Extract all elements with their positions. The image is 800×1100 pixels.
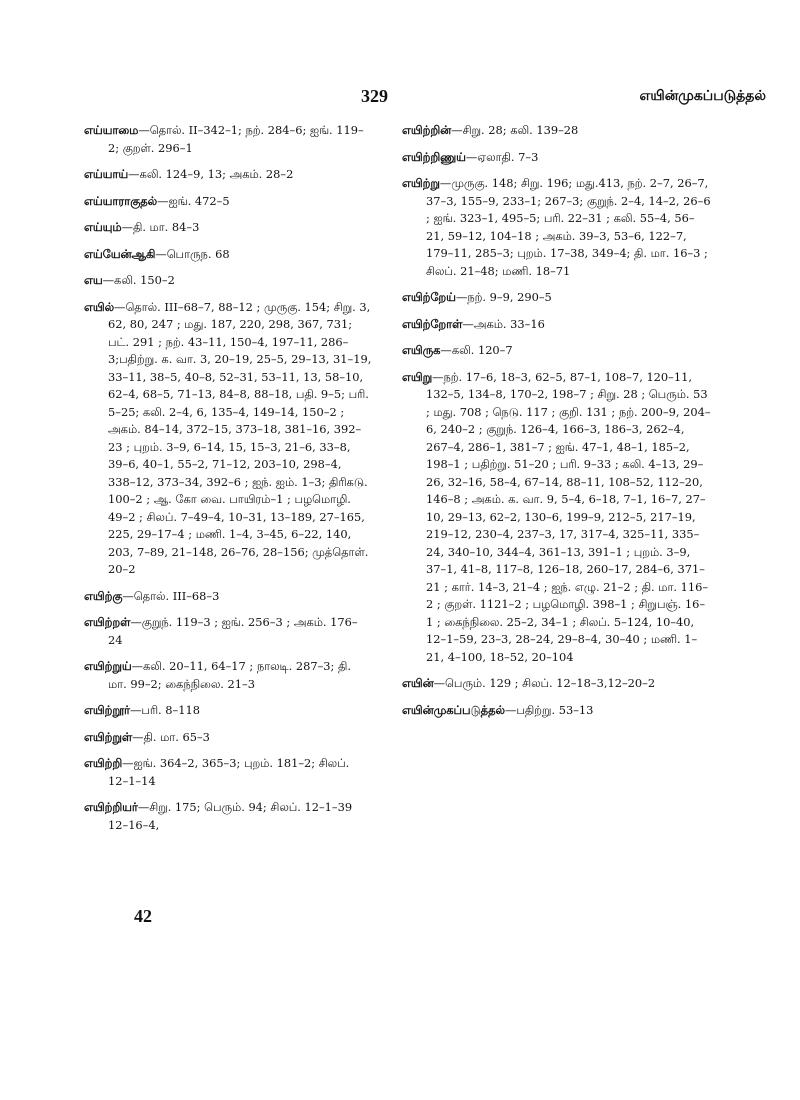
index-entry [84,166,372,184]
index-entry [84,299,372,579]
entry-references: —சிறு. 28; கலி. 139–28 [451,123,579,137]
index-entry [84,614,372,649]
right-column [402,122,712,728]
entry-references: —பரி. 8–118 [129,703,200,717]
entry-headword: எயில் [84,299,115,314]
entry-references: —பதிற்று. 53–13 [504,702,594,717]
index-entry [84,246,372,264]
entry-headword: எயிற்றள் [84,615,131,629]
signature-number: 42 [134,906,152,926]
index-entry [402,369,712,667]
entry-references: —ஐங். 364–2, 365–3; புறம். 181–2; சிலப். 12–1–14 [108,756,350,788]
index-entry [84,272,372,290]
index-entry [402,342,712,360]
entry-references: —தொல். III–68–7, 88–12 ; முருகு. 154; சிறு. 3, 62, 80, 247 ; மது. 187, 220, 298, 367, 731; பட். 291 ; நற். 43–11, 150–4, 197–11, 286–3;பதிற்று. க. வா. 3, 20–19, 25–5, 29–13, 31–19, 33–11, 38–5, 40–8, 52–31, 53–11, 13, 58–10, 62–4, 68–5, 71–13, 84–8, 88–18, பதி. 9–5; பரி. 5–25; கலி. 2–4, 6, 135–4, 149–14, 150–2 ; அகம். 84–14, 372–15, 373–18, 381–16, 392–23 ; புறம். 3–9, 6–14, 15, 15–3, 21–6, 33–8, 39–6, 40–1, 55–2, 71–12, 203–10, 298–4, 338–12, 373–34, 392–6 ; ஐந். ஐம். 1–3; திரிகடு. 100–2 ; ஆ. கோ வை. பாயிரம்–1 ; பழமொழி. 49–2 ; சிலப். 7–49–4, 10–31, 13–189, 27–165, 225, 29–17–4 ; மணி. 1–4, 3–45, 6–22, 140, 203, 7–89, 21–148, 26–76, 28–156; முத்தொள். 20–2 [108,299,372,576]
index-entry [84,122,372,157]
entry-references: —கலி. 124–9, 13; அகம். 28–2 [128,167,294,181]
entry-headword: எய [84,273,103,287]
entry-references: —தொல். III–68–3 [122,588,220,603]
index-entry [402,149,712,167]
entry-headword: எயிற்கு [84,588,123,603]
left-column [84,122,372,843]
entry-references: —தி. மா. 65–3 [132,729,210,744]
entry-headword: எய்யாராகுதல் [84,193,158,208]
index-entry [402,289,712,307]
entry-references: —பொருந. 68 [155,246,230,261]
index-entry [84,755,372,790]
index-entry [84,193,372,211]
entry-references: —கலி. 20–11, 64–17 ; நாலடி. 287–3; தி. மா. 99–2; கைந்நிலை. 21–3 [108,659,351,691]
entry-references: —சிறு. 175; பெரும். 94; சிலப். 12–1–39 12–16–4, [108,800,353,832]
entry-headword: எயின்முகப்படுத்தல் [402,702,505,717]
entry-headword: எயிற்றி [84,756,123,770]
index-entry [402,675,712,693]
entry-references: —தொல். II–342–1; நற். 284–6; ஐங். 119–2; குறள். 296–1 [108,123,364,155]
entry-headword: எயிற்றேய் [402,290,456,304]
entry-headword: எய்யாமை [84,123,139,137]
entry-headword: எயிற்றூர் [84,703,130,717]
index-entry [84,729,372,747]
entry-headword: எய்யாய் [84,167,129,181]
entry-headword: எயிறு [402,369,433,384]
entry-references: —அகம். 33–16 [462,316,545,331]
entry-references: —பெரும். 129 ; சிலப். 12–18–3,12–20–2 [433,676,656,690]
page-number: 329 [361,86,388,106]
entry-headword: எயின் [402,676,434,690]
entry-headword: எய்யும் [84,220,122,234]
entry-references: —கலி. 150–2 [102,273,175,287]
index-entry [402,702,712,720]
entry-headword: எயிற்றுள் [84,729,133,744]
entry-headword: எயிற்றின் [402,123,452,137]
entry-references: —தி. மா. 84–3 [121,220,200,234]
index-entry [84,588,372,606]
entry-headword: எயிற்றிணுய் [402,149,466,164]
index-entry [402,175,712,280]
entry-references: —முருகு. 148; சிறு. 196; மது.413, நற். 2–7, 26–7, 37–3, 155–9, 233–1; 267–3; குறுந். 2–4, 14–2, 26–6 ; ஐங். 323–1, 495–5; பரி. 22–31 ; கலி. 55–4, 56–21, 59–12, 104–18 ; அகம். 39–3, 53–6, 122–7, 179–11, 285–3; புறம். 17–38, 349–4; தி. மா. 16–3 ; சிலப். 21–48; மணி. 18–71 [426,176,711,278]
index-entry [402,122,712,140]
entry-references: —ஏலாதி. 7–3 [465,149,539,164]
entry-references: —குறுந். 119–3 ; ஐங். 256–3 ; அகம். 176–24 [108,615,358,647]
running-head: எயின்முகப்படுத்தல் [639,88,766,104]
entry-headword: எயிற்றுய் [84,659,132,673]
index-entry [84,219,372,237]
index-entry [84,702,372,720]
index-entry [84,799,372,834]
index-entry [402,316,712,334]
entry-headword: எயிற்றியர் [84,800,138,814]
entry-references: —நற். 17–6, 18–3, 62–5, 87–1, 108–7, 120–11, 132–5, 134–8, 170–2, 198–7 ; சிறு. 28 ; பெரும். 53 ; மது. 708 ; நெடு. 117 ; குறி. 131 ; நற். 200–9, 204–6, 240–2 ; குறுந். 126–4, 166–3, 186–3, 262–4, 267–4, 286–1, 381–7 ; ஐங். 47–1, 48–1, 185–2, 198–1 ; பதிற்று. 51–20 ; பரி. 9–33 ; கலி. 4–13, 29–26, 32–16, 58–4, 67–14, 88–11, 108–52, 112–20, 146–8 ; அகம். க. வா. 9, 5–4, 6–18, 7–1, 16–7, 27–10, 29–13, 62–2, 130–6, 199–9, 212–5, 217–19, 219–12, 230–4, 237–3, 17, 317–4, 325–11, 335–24, 340–10, 344–4, 361–13, 391–1 ; புறம். 3–9, 37–1, 41–8, 117–8, 126–18, 260–17, 284–6, 371–21 ; கார். 14–3, 21–4 ; ஐந். எழு. 21–2 ; தி. மா. 116–2 ; குறள். 1121–2 ; பழமொழி. 398–1 ; சிறுபஞ். 16–1 ; கைந்நிலை. 25–2, 34–1 ; சிலப். 5–124, 10–40, 12–1–59, 23–3, 28–24, 29–8–4, 30–40 ; மணி. 1–21, 4–100, 18–52, 20–104 [426,369,711,664]
entry-headword: எயிற்று [402,176,440,190]
index-entry [84,658,372,693]
entry-headword: எய்யேன்ஆகி [84,246,156,261]
entry-references: —கலி. 120–7 [440,343,513,357]
entry-references: —ஐங். 472–5 [157,193,230,208]
entry-references: —நற். 9–9, 290–5 [455,290,552,304]
entry-headword: எயிருக [402,343,441,357]
entry-headword: எயிற்றோள் [402,316,463,331]
